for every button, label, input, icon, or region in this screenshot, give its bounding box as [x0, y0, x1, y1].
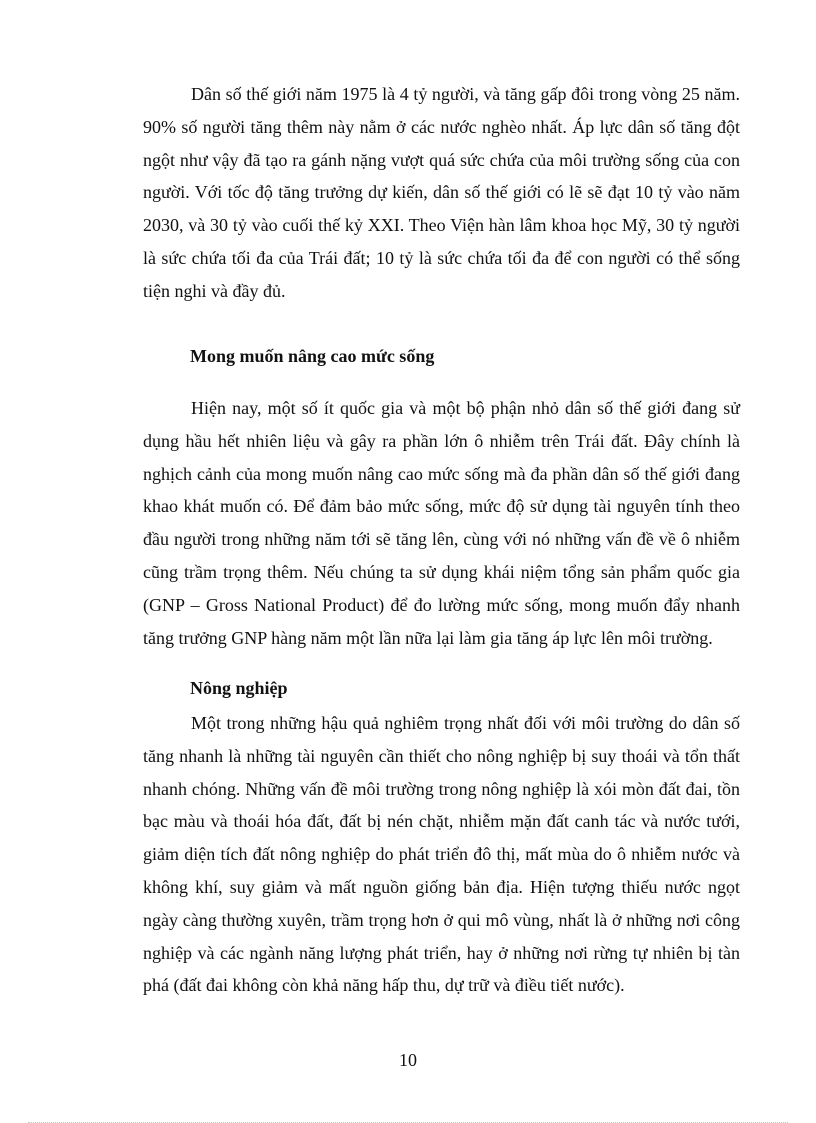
section-heading-living-standards: Mong muốn nâng cao mức sống [190, 346, 435, 366]
section-heading-agriculture: Nông nghiệp [190, 678, 288, 698]
paragraph-living-standards: Hiện nay, một số ít quốc gia và một bộ phận nhỏ dân số thế giới đang sử dụng hầu hết nhiên liệu và gây ra phần lớn ô nhiễm trên Trái đất. Đây chính là nghịch cảnh của mong muốn nâng cao mức sống mà đa phần dân số thế giới đang khao khát muốn có. Để đảm bảo mức sống, mức độ sử dụng tài nguyên tính theo đầu người trong những năm tới sẽ tăng lên, cùng với nó những vấn đề về ô nhiễm cũng trầm trọng thêm. Nếu chúng ta sử dụng khái niệm tổng sản phẩm quốc gia (GNP – Gross National Product) để đo lường mức sống, mong muốn đẩy nhanh tăng trưởng GNP hàng năm một lần nữa lại làm gia tăng áp lực lên môi trường. [143, 398, 740, 648]
paragraph-agriculture: Một trong những hậu quả nghiêm trọng nhất đối với môi trường do dân số tăng nhanh là những tài nguyên cần thiết cho nông nghiệp bị suy thoái và tổn thất nhanh chóng. Những vấn đề môi trường trong nông nghiệp là xói mòn đất đai, tồn bạc màu và thoái hóa đất, đất bị nén chặt, nhiễm mặn đất canh tác và nước tưới, giảm diện tích đất nông nghiệp do phát triển đô thị, mất mùa do ô nhiễm nước và không khí, suy giảm và mất nguồn giống bản địa. Hiện tượng thiếu nước ngọt ngày càng thường xuyên, trầm trọng hơn ở qui mô vùng, nhất là ở những nơi công nghiệp và các ngành năng lượng phát triển, hay ở những nơi rừng tự nhiên bị tàn phá (đất đai không còn khả năng hấp thu, dự trữ và điều tiết nước). [143, 713, 740, 996]
page-number: 10 [399, 1050, 417, 1070]
paragraph-population: Dân số thế giới năm 1975 là 4 tỷ người, và tăng gấp đôi trong vòng 25 năm. 90% số người tăng thêm này nằm ở các nước nghèo nhất. Áp lực dân số tăng đột ngột như vậy đã tạo ra gánh nặng vượt quá sức chứa của môi trường sống của con người. Với tốc độ tăng trưởng dự kiến, dân số thế giới có lẽ sẽ đạt 10 tỷ vào năm 2030, và 30 tỷ vào cuối thế kỷ XXI. Theo Viện hàn lâm khoa học Mỹ, 30 tỷ người là sức chứa tối đa của Trái đất; 10 tỷ là sức chứa tối đa để con người có thể sống tiện nghi và đầy đủ. [143, 84, 740, 301]
